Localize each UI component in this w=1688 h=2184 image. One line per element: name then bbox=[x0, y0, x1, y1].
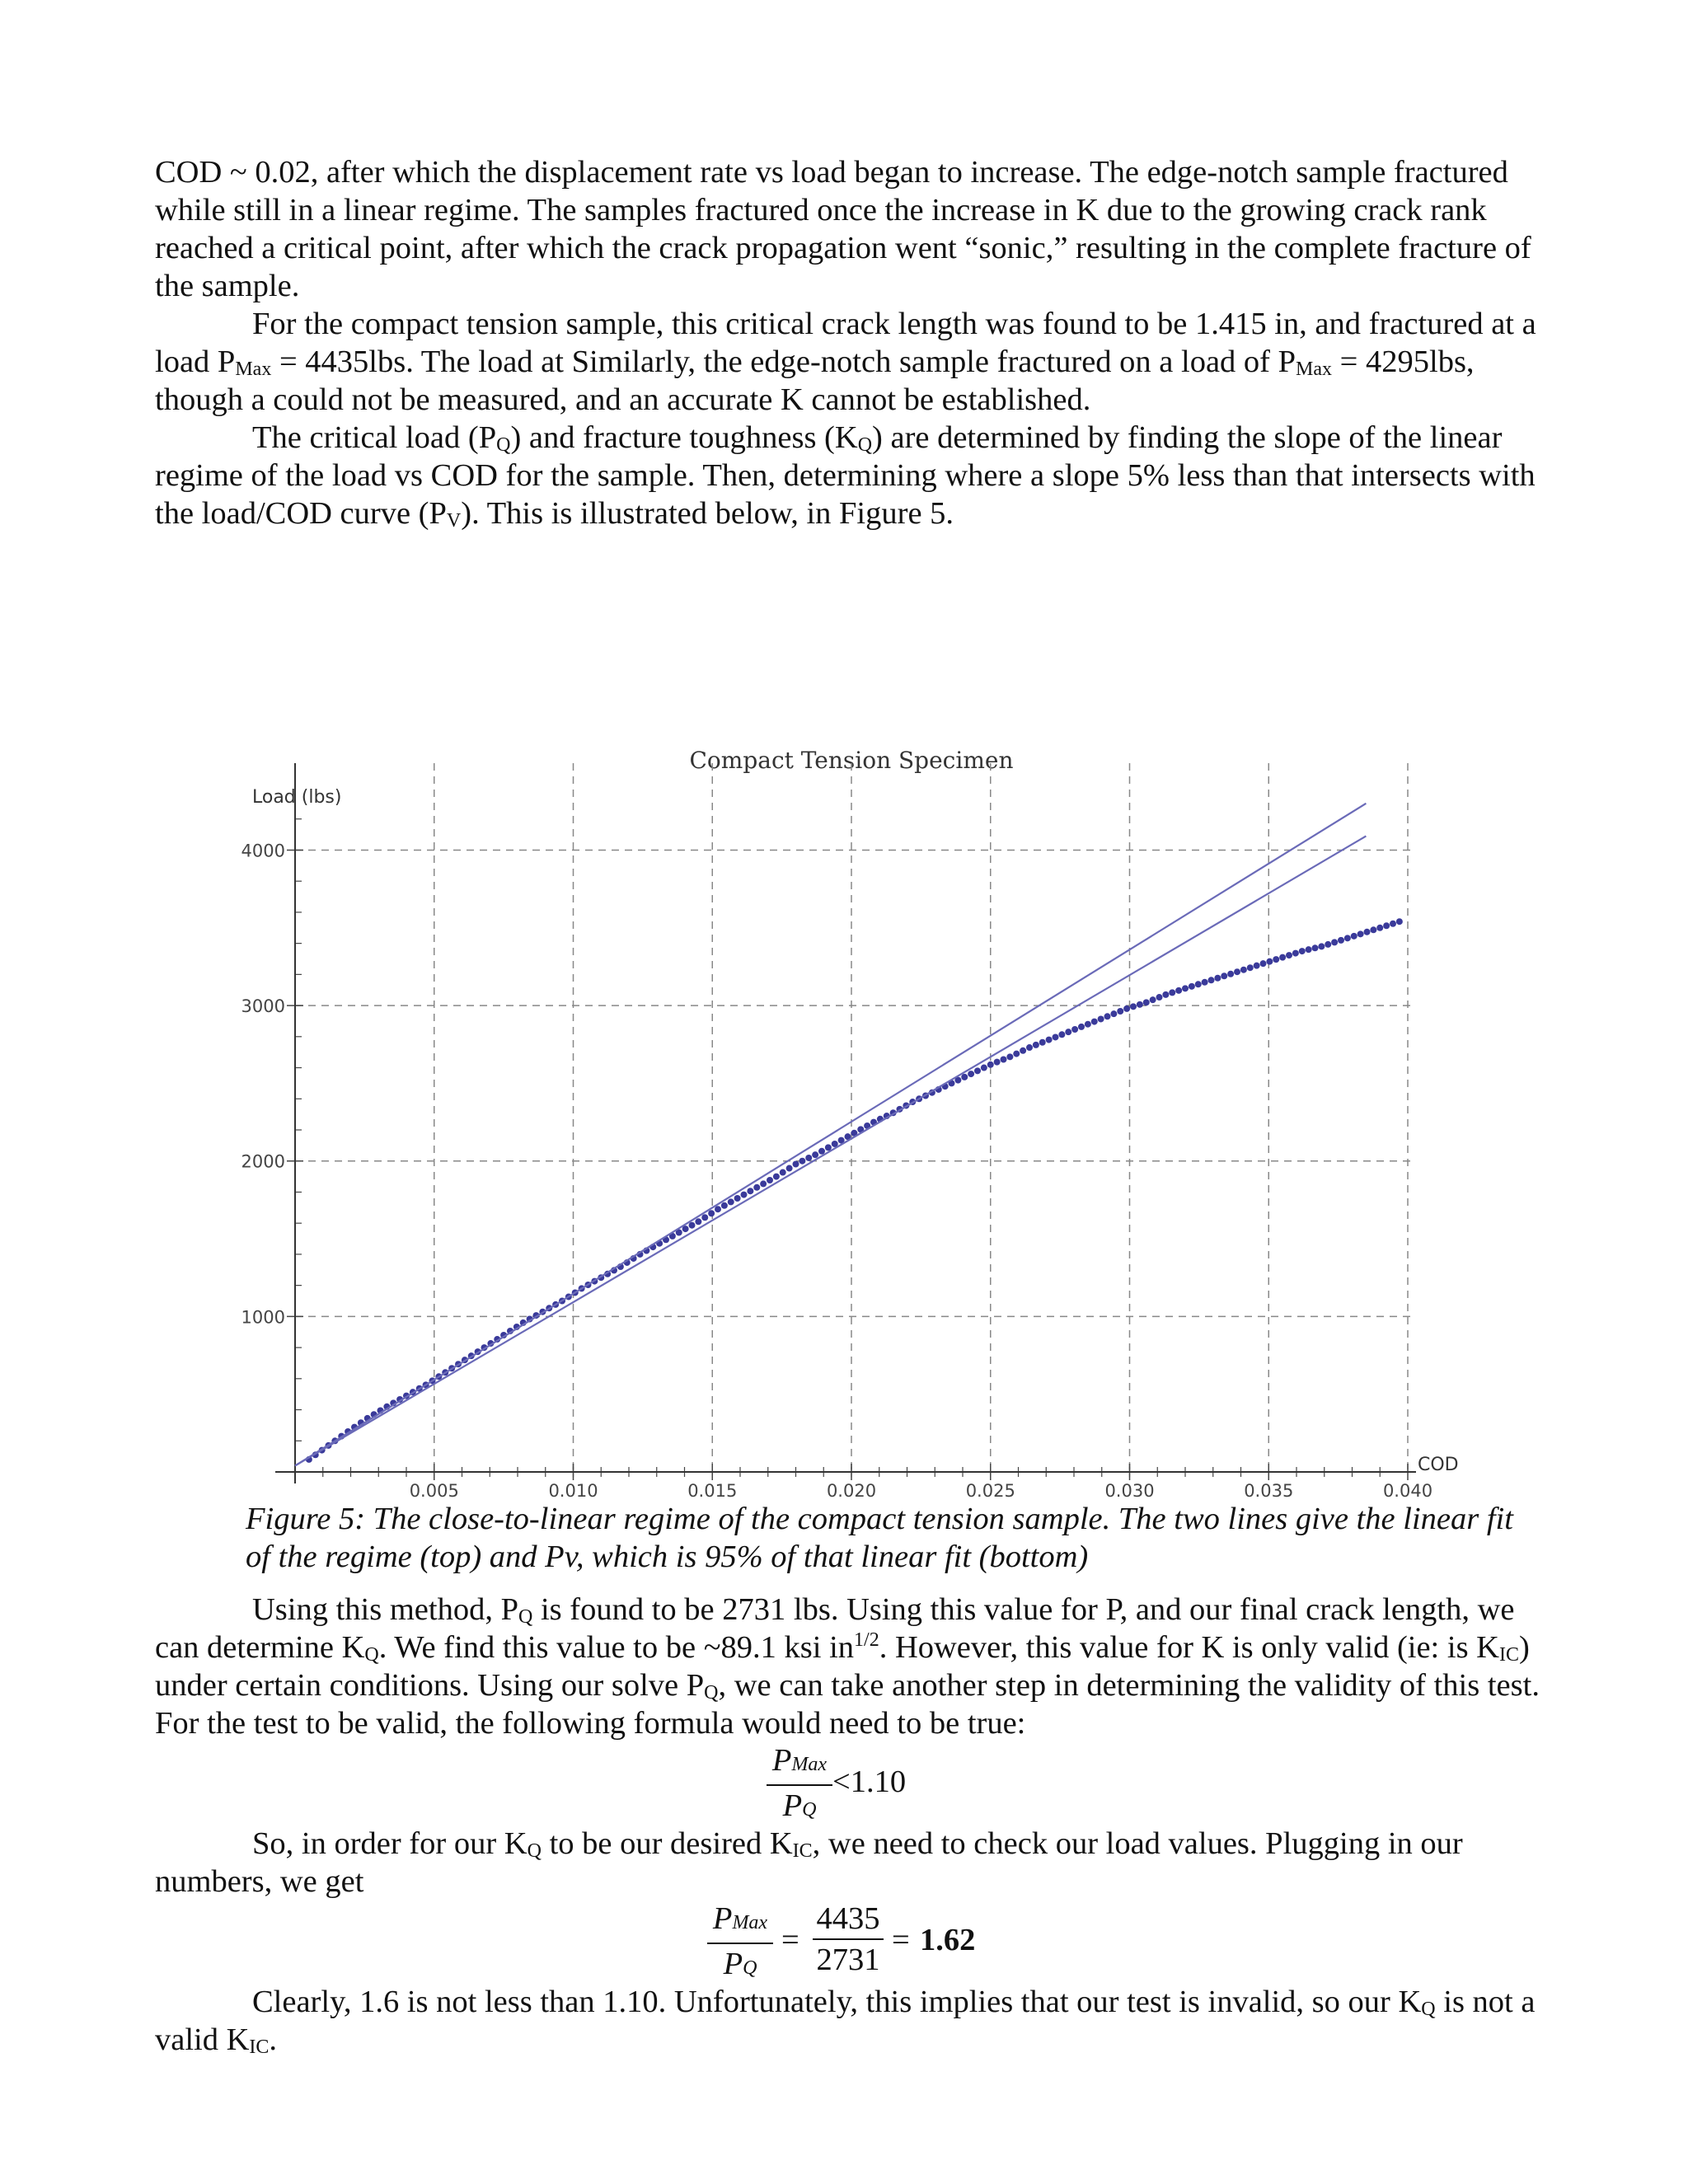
data-point bbox=[1091, 1019, 1098, 1025]
data-point bbox=[773, 1174, 780, 1180]
data-point bbox=[1383, 922, 1390, 929]
data-point bbox=[1175, 987, 1182, 994]
data-point bbox=[1227, 971, 1234, 977]
data-point bbox=[1240, 967, 1247, 973]
y-tick-label: 4000 bbox=[241, 841, 285, 861]
data-point bbox=[1260, 960, 1267, 967]
equals-sign-2: = bbox=[892, 1923, 910, 1957]
data-point bbox=[715, 1206, 721, 1212]
ratio-result: 1.62 bbox=[920, 1923, 976, 1957]
data-point bbox=[1286, 952, 1292, 958]
data-point bbox=[1085, 1021, 1091, 1028]
data-point bbox=[805, 1155, 812, 1161]
data-point bbox=[1065, 1029, 1071, 1035]
data-point bbox=[1046, 1037, 1053, 1043]
data-point bbox=[1071, 1026, 1078, 1033]
data-point bbox=[1273, 956, 1279, 963]
data-point bbox=[1247, 964, 1254, 971]
validity-formula bbox=[155, 1742, 1540, 1825]
data-point bbox=[1357, 930, 1364, 937]
data-point bbox=[974, 1067, 981, 1074]
data-point bbox=[1364, 929, 1371, 935]
pv-line bbox=[295, 836, 1366, 1465]
data-point bbox=[780, 1169, 786, 1176]
x-tick-label: 0.035 bbox=[1244, 1481, 1294, 1501]
data-point bbox=[741, 1192, 748, 1198]
data-point bbox=[1376, 925, 1383, 931]
data-point bbox=[1098, 1015, 1104, 1022]
data-point bbox=[1312, 944, 1319, 951]
data-point bbox=[1117, 1008, 1123, 1015]
data-point bbox=[961, 1074, 968, 1080]
paragraph-2: For the compact tension sample, this critical crack length was found to be 1.415 in, and fractured at a load $P_{Max} = 4435lbs$. The load at Similarly, the edge-notch sample fractured on a load of $P_{Max} = 4295lbs$, though a could not be measured, and an accurate K cannot be established. bbox=[155, 307, 1536, 417]
data-point bbox=[818, 1148, 825, 1155]
data-point bbox=[1370, 926, 1376, 933]
y-tick-label: 1000 bbox=[241, 1307, 285, 1328]
x-axis-label: COD bbox=[1418, 1455, 1459, 1475]
data-point bbox=[747, 1188, 753, 1194]
data-point bbox=[1162, 991, 1169, 998]
x-tick-label: 0.040 bbox=[1382, 1481, 1433, 1501]
data-point bbox=[981, 1065, 987, 1071]
validity-threshold: <1.10 bbox=[832, 1765, 907, 1799]
data-point bbox=[1189, 983, 1195, 990]
paragraph-1: COD ~ 0.02, after which the displacement rate vs load began to increase. The edge-notch sample fractured while still in a linear regime. The samples fractured once the increase in K due to the growing crack rank reached a critical point, after which the crack propagation went “sonic,” resulting in the complete fracture of the sample. bbox=[155, 155, 1531, 303]
data-point bbox=[728, 1198, 734, 1205]
data-point bbox=[1020, 1047, 1026, 1054]
data-point bbox=[1026, 1044, 1033, 1051]
y-tick-label: 2000 bbox=[241, 1151, 285, 1172]
data-point bbox=[1351, 933, 1357, 940]
pmax-pq-symbol-fraction: PMax PQ bbox=[707, 1900, 773, 1986]
data-point bbox=[701, 1214, 708, 1221]
results-section bbox=[155, 1591, 1540, 2059]
data-point bbox=[1214, 975, 1221, 982]
data-point bbox=[968, 1071, 974, 1077]
data-point bbox=[1039, 1039, 1046, 1046]
data-point bbox=[1221, 972, 1227, 979]
numeric-fraction: 4435 2731 bbox=[813, 1900, 884, 1978]
paragraph-5: So, in order for our $K_Q$ to be our desired $K_{IC}$, we need to check our load values. Plugging in our numbers, we get bbox=[155, 1826, 1463, 1899]
data-point bbox=[1266, 958, 1273, 965]
data-point bbox=[1195, 981, 1202, 987]
computed-ratio-formula bbox=[155, 1900, 1540, 1983]
y-axis-label: Load (lbs) bbox=[252, 787, 342, 808]
data-point bbox=[1013, 1051, 1020, 1057]
data-point bbox=[1292, 950, 1299, 957]
equals-sign-1: = bbox=[781, 1923, 799, 1957]
data-point bbox=[734, 1195, 741, 1202]
x-tick-label: 0.025 bbox=[965, 1481, 1015, 1501]
x-tick-label: 0.005 bbox=[409, 1481, 459, 1501]
data-point bbox=[799, 1158, 805, 1165]
data-point bbox=[1318, 943, 1325, 949]
figure-caption: Figure 5: The close-to-linear regime of the compact tension sample. The two lines give the linear fit of the regime (top) and Pv, which is 95% of that linear fit (bottom) bbox=[246, 1502, 1513, 1574]
data-point bbox=[825, 1144, 832, 1151]
data-point bbox=[1033, 1042, 1039, 1048]
data-point bbox=[695, 1218, 701, 1225]
data-point bbox=[1390, 921, 1396, 927]
data-point bbox=[1299, 948, 1306, 954]
data-point bbox=[1325, 941, 1331, 948]
data-point bbox=[1331, 939, 1338, 945]
chart-title: Compact Tension Specimen bbox=[689, 747, 1014, 774]
data-point bbox=[994, 1059, 1001, 1066]
document-page bbox=[155, 153, 1540, 2058]
data-point bbox=[760, 1180, 767, 1187]
y-tick-label: 3000 bbox=[241, 996, 285, 1017]
data-point bbox=[987, 1062, 994, 1068]
paragraph-6: Clearly, 1.6 is not less than 1.10. Unfortunately, this implies that our test is invalid, so our $K_Q$ is not a valid $K_{IC}$. bbox=[155, 1985, 1536, 2058]
x-tick-label: 0.030 bbox=[1104, 1481, 1155, 1501]
paragraph-4: Using this method, $P_Q$ is found to be 2731 lbs. Using this value for P, and our final crack length, we can determine $K_Q$. We find this value to be ~89.1 ksi $in^{1/2}$. However, this value for K is only valid (ie: is $K_{IC}$) under certain conditions. Using our solve $P_Q$, we can take another step in determining the validity of this test. For the test to be valid, the following formula would need to be true: bbox=[155, 1592, 1540, 1741]
pmax-over-pq-fraction: PMax PQ bbox=[767, 1742, 832, 1828]
data-point bbox=[1001, 1056, 1007, 1062]
data-point bbox=[786, 1165, 793, 1172]
data-point bbox=[1123, 1005, 1130, 1012]
data-point bbox=[1078, 1024, 1085, 1030]
data-point bbox=[1137, 1001, 1143, 1008]
paragraph-3: The critical load $(P_Q)$ and fracture toughness $(K_Q)$ are determined by finding the slope of the linear regime of the load vs COD for the sample. Then, determining where a slope 5% less than that intersects with the load/COD curve $(P_V)$. This is illustrated below, in Figure 5. bbox=[155, 420, 1536, 532]
x-tick-label: 0.015 bbox=[687, 1481, 738, 1501]
data-point bbox=[767, 1177, 773, 1183]
data-point bbox=[1396, 918, 1403, 925]
data-point bbox=[753, 1184, 760, 1191]
data-point bbox=[1169, 989, 1175, 996]
data-point bbox=[1110, 1010, 1117, 1017]
data-point bbox=[1234, 968, 1240, 975]
data-point bbox=[1053, 1033, 1059, 1040]
data-point bbox=[1150, 996, 1156, 1003]
data-point bbox=[1143, 999, 1150, 1005]
data-point bbox=[1182, 985, 1189, 991]
data-point bbox=[812, 1151, 818, 1158]
linear-fit-line bbox=[295, 804, 1366, 1466]
data-point bbox=[1104, 1013, 1111, 1019]
data-point bbox=[721, 1202, 728, 1209]
data-point bbox=[1306, 946, 1312, 953]
data-point bbox=[1202, 979, 1208, 986]
data-point bbox=[1208, 977, 1215, 983]
data-point bbox=[1254, 963, 1260, 969]
compact-tension-chart bbox=[155, 730, 1540, 1513]
figure-5 bbox=[155, 730, 1540, 1513]
data-point bbox=[1156, 994, 1163, 1001]
x-tick-label: 0.020 bbox=[826, 1481, 877, 1501]
data-point bbox=[1058, 1031, 1065, 1038]
data-point bbox=[793, 1161, 799, 1168]
data-point bbox=[1344, 935, 1351, 941]
data-point bbox=[708, 1210, 715, 1216]
data-point bbox=[1338, 937, 1344, 944]
data-point bbox=[1279, 954, 1286, 961]
x-tick-label: 0.010 bbox=[548, 1481, 598, 1501]
data-point bbox=[689, 1222, 696, 1229]
data-point bbox=[1006, 1053, 1013, 1060]
data-point bbox=[1130, 1003, 1137, 1010]
